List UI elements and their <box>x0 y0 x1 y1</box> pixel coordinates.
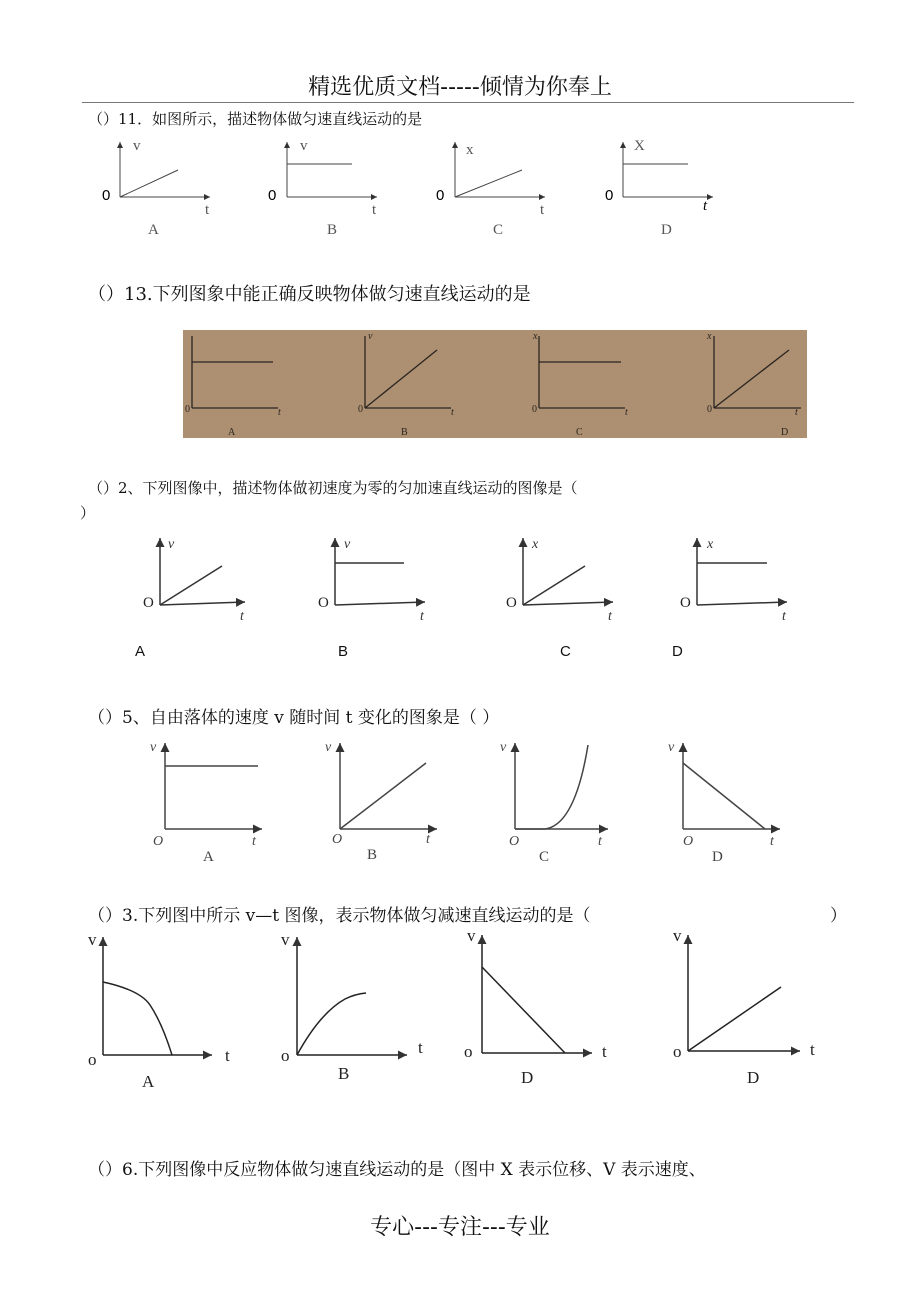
q3-c-label: D <box>521 1068 534 1087</box>
question-11: （）11．如图所示，描述物体做匀速直线运动的是 <box>88 110 423 128</box>
q5-c-xaxis: t <box>598 834 602 849</box>
q3-a-yaxis: v <box>88 930 97 949</box>
q5-d-yaxis: v <box>668 740 675 755</box>
q11-d-yaxis: X <box>634 138 645 154</box>
q13-b-origin: 0 <box>358 404 363 415</box>
q5-graphs <box>0 735 920 870</box>
q5-c-yaxis: v <box>500 740 507 755</box>
q3-b-yaxis: v <box>281 930 290 949</box>
q3-b-origin: o <box>281 1046 290 1065</box>
q2-d-label: D <box>672 643 683 660</box>
q11-a-label: A <box>148 222 159 238</box>
q5-d-origin: O <box>683 834 694 849</box>
q13-d-origin: 0 <box>707 404 712 415</box>
q3-c-origin: o <box>464 1042 473 1061</box>
q5-d-label: D <box>712 849 723 865</box>
question-2: （）2、下列图像中，描述物体做初速度为零的匀加速直线运动的图像是（ <box>88 479 578 497</box>
q3-b-xaxis: t <box>418 1038 423 1057</box>
q11-d-xaxis: t <box>703 198 708 214</box>
q3-a-xaxis: t <box>225 1046 230 1065</box>
q11-c-origin: 0 <box>436 187 445 204</box>
question-3: （）3.下列图中所示 v—t 图像，表示物体做匀减速直线运动的是（ <box>88 906 591 926</box>
q11-graphs <box>0 130 920 245</box>
q2-d-origin: O <box>680 595 691 611</box>
q2-a-origin: O <box>143 595 154 611</box>
q13-b-label: B <box>401 427 408 438</box>
q3-c-xaxis: t <box>602 1042 607 1061</box>
question-2-close: ） <box>80 504 96 522</box>
q13-c-yaxis: x <box>533 331 538 342</box>
q5-a-label: A <box>203 849 214 865</box>
q5-a-xaxis: t <box>252 834 256 849</box>
q11-c-yaxis: x <box>466 142 474 158</box>
q2-c-label: C <box>560 643 571 660</box>
q2-graphs <box>0 530 920 665</box>
q13-d-label: D <box>781 427 789 438</box>
q5-c-label: C <box>539 849 550 865</box>
q5-d-xaxis: t <box>770 834 774 849</box>
q5-b-xaxis: t <box>426 832 430 847</box>
question-13: （）13.下列图象中能正确反映物体做匀速直线运动的是 <box>88 284 531 305</box>
q11-b-label: B <box>327 222 338 238</box>
q2-a-xaxis: t <box>240 609 244 624</box>
q3-a-origin: o <box>88 1050 97 1069</box>
q2-c-xaxis: t <box>608 609 612 624</box>
q11-a-xaxis: t <box>205 202 210 218</box>
q13-b-yaxis: v <box>368 331 373 342</box>
q13-a-origin: 0 <box>185 404 190 415</box>
q2-d-xaxis: t <box>782 609 786 624</box>
q2-b-yaxis: v <box>344 537 351 552</box>
q5-a-yaxis: v <box>150 740 157 755</box>
q2-b-label: B <box>338 643 349 660</box>
q11-a-origin: 0 <box>102 187 111 204</box>
q3-d-origin: o <box>673 1042 682 1061</box>
page-header: 精选优质文档-----倾情为你奉上 <box>308 75 612 100</box>
q13-c-origin: 0 <box>532 404 537 415</box>
q11-d-label: D <box>661 222 672 238</box>
q3-graphs <box>0 925 920 1095</box>
q11-d-origin: 0 <box>605 187 614 204</box>
q11-c-xaxis: t <box>540 202 545 218</box>
question-3-close: ） <box>830 906 847 926</box>
q11-b-yaxis: v <box>300 138 308 154</box>
q2-d-yaxis: x <box>707 537 714 552</box>
q13-a-label: A <box>228 427 236 438</box>
q2-c-yaxis: x <box>532 537 539 552</box>
q11-a-yaxis: v <box>133 138 141 154</box>
q11-c-label: C <box>493 222 504 238</box>
header-rule <box>82 102 854 103</box>
q2-b-origin: O <box>318 595 329 611</box>
q2-a-label: A <box>135 643 146 660</box>
q13-c-label: C <box>576 427 583 438</box>
q11-b-origin: 0 <box>268 187 277 204</box>
q3-d-xaxis: t <box>810 1040 815 1059</box>
q3-b-label: B <box>338 1064 350 1083</box>
q13-b-xaxis: t <box>451 407 454 418</box>
page-footer: 专心---专注---专业 <box>370 1215 550 1240</box>
q5-a-origin: O <box>153 834 164 849</box>
question-6: （）6.下列图像中反应物体做匀速直线运动的是（图中 X 表示位移、V 表示速度、 <box>88 1160 706 1180</box>
q13-d-yaxis: x <box>707 331 712 342</box>
q2-b-xaxis: t <box>420 609 424 624</box>
q5-b-yaxis: v <box>325 740 332 755</box>
q3-d-label: D <box>747 1068 760 1087</box>
q3-c-yaxis: v <box>467 926 476 945</box>
question-5: （）5、自由落体的速度 v 随时间 t 变化的图象是（ ） <box>88 708 500 728</box>
q2-a-yaxis: v <box>168 537 175 552</box>
q13-photo <box>183 330 807 438</box>
q3-a-label: A <box>142 1072 155 1091</box>
q3-d-yaxis: v <box>673 926 682 945</box>
q5-c-origin: O <box>509 834 520 849</box>
q5-b-label: B <box>367 847 378 863</box>
q11-b-xaxis: t <box>372 202 377 218</box>
q5-b-origin: O <box>332 832 343 847</box>
q2-c-origin: O <box>506 595 517 611</box>
q13-a-xaxis: t <box>278 407 281 418</box>
q13-d-xaxis: t <box>795 407 798 418</box>
q13-c-xaxis: t <box>625 407 628 418</box>
